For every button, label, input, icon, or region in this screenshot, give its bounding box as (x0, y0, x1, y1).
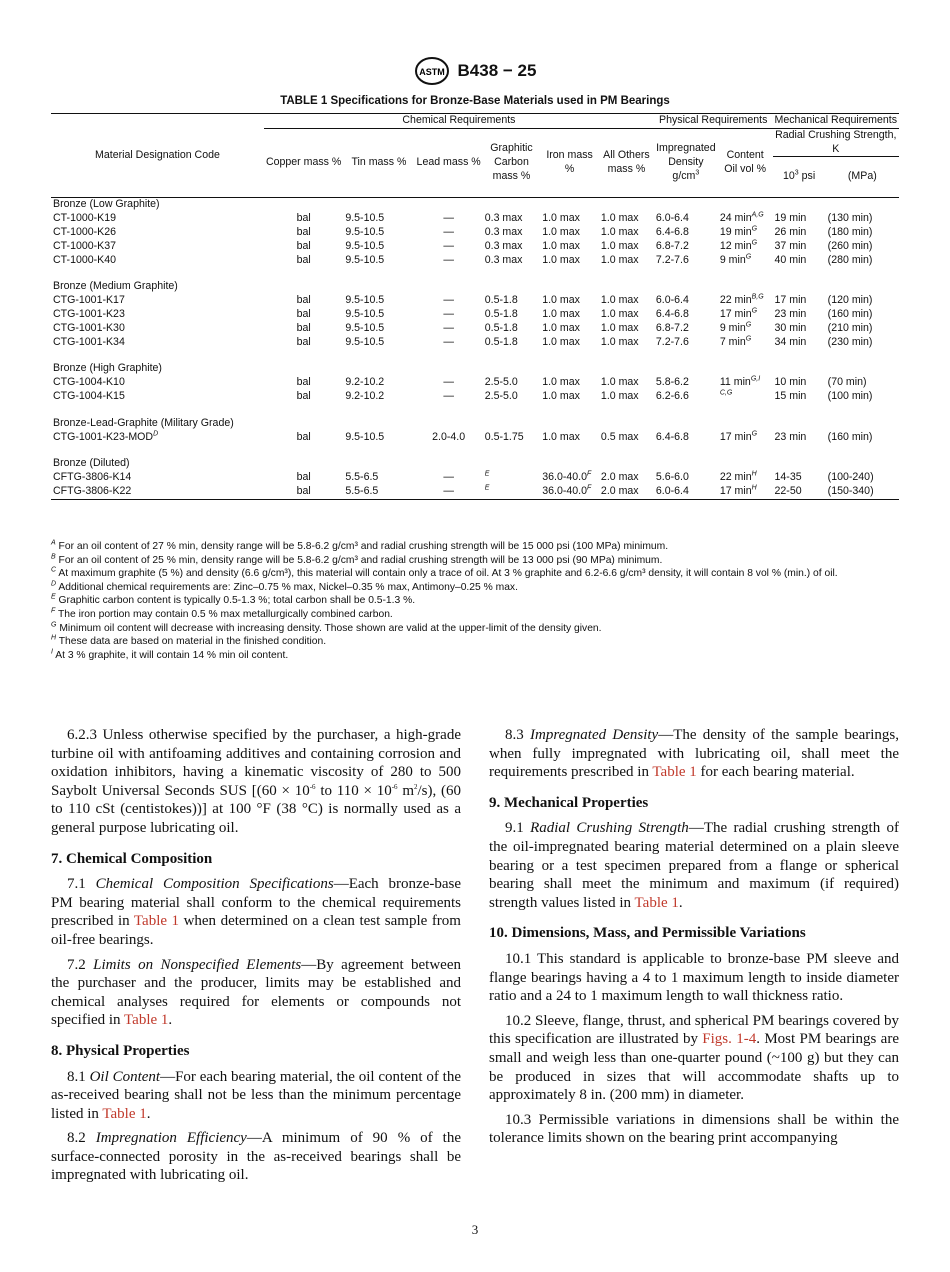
cell-code: CT-1000-K19 (53, 212, 117, 225)
cell-psi: 14-35 (774, 471, 802, 484)
cell-copper: bal (296, 376, 311, 389)
cell-graphitic: 0.5-1.75 (484, 430, 524, 443)
cell-oil: 9 $\min^G$ (719, 321, 752, 334)
col-iron: Iron mass % (540, 128, 599, 198)
para-6-2-3: 6.2.3 Unless otherwise specified by the purchaser, a high-grade turbine oil with antifoaming additives and containing corrosion and oxidation inhibitors, having a kinematic viscosity of 280 to 500 Saybolt Universal Seconds SUS [($60 \times 10^{-6}$ to $110 \times 10^{-6}$ $m^2/s$), (60 to 110 cSt (centistokes))] at 100 °F (38 °C) is normally used as a general purpose lubricating oil. (51, 727, 461, 836)
cell-iron: 1.0 max (542, 376, 580, 389)
cell-psi: 10 min (774, 376, 807, 389)
cell-lead: — (415, 485, 483, 499)
group-header-row (51, 362, 899, 376)
cell-lead: — (443, 376, 454, 389)
col-chemical: Chemical Requirements (264, 114, 654, 129)
col-material: Material Designation Code (51, 114, 264, 198)
table-row (51, 226, 899, 240)
cell-lead: — (443, 225, 454, 238)
cell-graphitic: 2.5-5.0 (484, 389, 518, 402)
table-caption: TABLE 1 Specifications for Bronze-Base Materials used in PM Bearings (280, 95, 670, 107)
footnote: $^I$ At 3 % graphite, it will contain 14 % min oil content. (51, 648, 289, 661)
cell-others: 2.0 max (600, 471, 639, 484)
table-1-link[interactable]: Table 1 (634, 894, 679, 911)
cell-others: 1.0 max (600, 335, 639, 348)
cell-others: 1.0 max (600, 212, 639, 225)
cell-psi: 37 min (774, 239, 807, 252)
footnote: $^C$ At maximum graphite (5 %) and density (6.6 g/cm³), this material will contain only a trace of oil. At 3 % graphite and 6.2-6.6 g/cm³ density, it will contain 8 vol % (min.) of oil. (51, 566, 838, 580)
cell-lead: — (443, 307, 454, 320)
footnote: $^B$ For an oil content of 25 % min, density range will be 5.8-6.2 g/cm³ and radial crushing strength will be 13 000 psi (90 MPa) minimum. (51, 553, 663, 566)
cell-mpa: (260 min) (827, 239, 873, 252)
table-row (51, 431, 899, 445)
cell-density: 6.4-6.8 (655, 430, 689, 443)
table-row (51, 336, 899, 350)
col-density: Impregnated Density $g/cm^3$ (654, 128, 718, 198)
cell-others: 1.0 max (600, 376, 639, 389)
col-tin: Tin mass % (343, 128, 414, 198)
heading-10: 10. Dimensions, Mass, and Permissible Variations (489, 925, 806, 942)
table-footnotes (51, 540, 901, 662)
group-name: Bronze-Lead-Graphite (Military Grade) (53, 416, 234, 429)
cell-oil: 19 $\min^G$ (719, 225, 758, 238)
cell-copper: bal (296, 335, 311, 348)
cell-copper: bal (296, 239, 311, 252)
page-number: 3 (471, 1222, 479, 1237)
table-row (51, 471, 899, 485)
col-psi: $10^3$ psi (773, 157, 826, 198)
cell-graphitic: 0.3 max (484, 212, 523, 225)
group-name: Bronze (Low Graphite) (53, 198, 160, 211)
cell-mpa: (120 min) (827, 294, 873, 307)
para-7-1: 7.1 Chemical Composition Specifications—Each bronze-base PM bearing material shall conform to the chemical requirements prescribed in Table 1 when determined on a clean test sample from oil-free bearings. (51, 876, 461, 948)
cell-code: CT-1000-K26 (53, 225, 117, 238)
group-spacer (51, 267, 899, 280)
cell-density: 6.2-6.6 (655, 389, 689, 402)
table-row (51, 308, 899, 322)
cell-others: 1.0 max (600, 389, 639, 402)
figs-link[interactable]: Figs. 1-4 (702, 1031, 757, 1048)
col-radial: Radial Crushing Strength, K (773, 128, 899, 157)
col-mechanical: Mechanical Requirements (773, 114, 899, 129)
para-8-3: 8.3 Impregnated Density—The density of the sample bearings, when fully impregnated with lubricating oil, shall meet the requirements prescribed in Table 1 for each bearing material. (489, 727, 899, 781)
cell-graphitic: E (483, 485, 540, 499)
cell-oil: 22 $\min^H$ (719, 470, 757, 484)
para-10-1: 10.1 This standard is applicable to bronze-base PM sleeve and flange bearings having a 4 to 1 maximum length to inside diameter ratio and a 24 to 1 maximum length to wall thickness ratio. (489, 950, 899, 1005)
footnote: $^G$ Minimum oil content will decrease with increasing density. Those shown are valid at the upper-limit of the density given. (51, 621, 602, 634)
cell-oil: 24 $\min^{A,G}$ (719, 211, 764, 225)
cell-iron: 1.0 max (542, 389, 580, 402)
cell-others: 1.0 max (600, 225, 639, 238)
cell-iron: 1.0 max (542, 321, 580, 334)
cell-psi: 23 min (774, 430, 807, 443)
cell-psi: 40 min (774, 253, 807, 266)
cell-iron: 1.0 max (542, 294, 580, 307)
footnote: $^E$ Graphitic carbon content is typically 0.5-1.3 %; total carbon shall be 0.5-1.3 %. (51, 593, 416, 607)
footnote: $^H$ These data are based on material in the finished condition. (51, 634, 327, 648)
cell-psi: 23 min (774, 307, 807, 320)
cell-iron: $36.0-40.0^F$ (542, 470, 592, 484)
table-1-link[interactable]: Table 1 (124, 1012, 169, 1029)
cell-code: CFTG-3806-K14 (53, 471, 132, 484)
group-name: Bronze (High Graphite) (53, 362, 162, 375)
cell-copper: bal (296, 321, 311, 334)
para-9-1: 9.1 Radial Crushing Strength—The radial crushing strength of the oil-impregnated bearing material determined on a plain sleeve bearing or a test specimen prepared from a flange or spherical bearing shall meet the minimum and maximum (if required) strength values listed in Table 1. (489, 820, 899, 911)
cell-tin: 9.5-10.5 (345, 335, 385, 348)
cell-iron: 1.0 max (542, 225, 580, 238)
svg-text:ASTM: ASTM (418, 67, 445, 77)
cell-copper: bal (296, 307, 311, 320)
cell-copper: bal (264, 485, 343, 499)
heading-7: 7. Chemical Composition (51, 850, 213, 867)
cell-code: CTG-1001-K34 (53, 335, 125, 348)
cell-graphitic: 0.5-1.8 (484, 307, 518, 320)
table-row (51, 240, 899, 254)
cell-oil: 17 $\min^H$ (718, 485, 773, 499)
cell-mpa: (210 min) (827, 321, 873, 334)
cell-copper: bal (296, 253, 311, 266)
cell-tin: 9.5-10.5 (345, 294, 385, 307)
cell-copper: bal (296, 212, 311, 225)
cell-code: CTG-1004-K15 (53, 389, 125, 402)
cell-lead: 2.0-4.0 (432, 430, 466, 443)
page-header (0, 56, 950, 86)
cell-psi: 22-50 (773, 485, 826, 499)
cell-tin: 9.5-10.5 (345, 239, 385, 252)
table-row (51, 322, 899, 336)
cell-iron: 1.0 max (542, 212, 580, 225)
heading-8: 8. Physical Properties (51, 1042, 190, 1059)
cell-graphitic: 0.5-1.8 (484, 294, 518, 307)
cell-mpa: (280 min) (827, 253, 873, 266)
cell-psi: 19 min (774, 212, 807, 225)
cell-tin: 9.5-10.5 (345, 225, 385, 238)
cell-graphitic: 0.3 max (484, 253, 523, 266)
cell-copper: bal (296, 294, 311, 307)
footnote: $^F$ The iron portion may contain 0.5 % max metallurgically combined carbon. (51, 607, 393, 620)
cell-mpa: (100-240) (827, 471, 874, 484)
specification-table (51, 113, 899, 500)
cell-graphitic: E (484, 470, 490, 478)
cell-tin: 5.5-6.5 (345, 471, 379, 484)
cell-density: 6.0-6.4 (655, 294, 689, 307)
cell-copper: bal (296, 471, 311, 484)
cell-density: 7.2-7.6 (655, 335, 689, 348)
cell-lead: — (443, 321, 454, 334)
para-8-2: 8.2 Impregnation Efficiency—A minimum of 90 % of the surface-connected porosity in the as-received bearings shall be impregnated with lubricating oil. (51, 1130, 462, 1184)
col-others: All Others mass % (599, 128, 654, 198)
cell-oil: 11 $\min^{G,I}$ (719, 375, 761, 389)
cell-oil: C,G (719, 389, 733, 397)
cell-mpa: (180 min) (827, 225, 873, 238)
group-name: Bronze (Diluted) (53, 457, 130, 470)
group-header-row (51, 417, 899, 431)
cell-psi: 15 min (774, 389, 807, 402)
cell-code: CT-1000-K37 (53, 239, 117, 252)
cell-lead: — (443, 335, 454, 348)
astm-logo-icon (414, 56, 450, 86)
group-name: Bronze (Medium Graphite) (53, 280, 178, 293)
cell-lead: — (443, 294, 454, 307)
group-spacer (51, 404, 899, 417)
cell-tin: 9.2-10.2 (345, 389, 385, 402)
cell-oil: 22 $\min^{B,G}$ (719, 293, 764, 307)
group-header-row (51, 457, 899, 471)
table-row (51, 294, 899, 308)
cell-tin: 9.5-10.5 (345, 212, 385, 225)
cell-density: 6.0-6.4 (654, 485, 718, 499)
cell-graphitic: 0.5-1.8 (484, 321, 518, 334)
cell-mpa: (160 min) (827, 430, 873, 443)
cell-code: CTG-1001-K30 (53, 321, 125, 334)
cell-iron: 1.0 max (542, 430, 580, 443)
cell-psi: 17 min (774, 294, 807, 307)
cell-oil: 9 $\min^G$ (719, 253, 752, 266)
col-lead: Lead mass % (415, 128, 483, 198)
col-graphitic: Graphitic Carbon mass % (483, 128, 540, 198)
standard-designation: B438 − 25 (457, 61, 537, 80)
cell-mpa: (130 min) (827, 212, 873, 225)
cell-density: 6.8-7.2 (655, 321, 689, 334)
cell-others: 1.0 max (600, 321, 639, 334)
table-1-link[interactable]: Table 1 (652, 764, 697, 781)
table-1-link[interactable]: Table 1 (102, 1105, 147, 1122)
cell-oil: 17 $\min^G$ (719, 307, 758, 320)
cell-mpa: (70 min) (827, 376, 867, 389)
cell-copper: bal (296, 225, 311, 238)
cell-others: 1.0 max (600, 307, 639, 320)
cell-mpa: (230 min) (827, 335, 873, 348)
cell-oil: 7 $\min^G$ (719, 335, 752, 348)
cell-code: CT-1000-K40 (53, 253, 117, 266)
cell-iron: 1.0 max (542, 335, 580, 348)
cell-mpa: (150-340) (826, 485, 899, 499)
col-physical: Physical Requirements (654, 114, 773, 129)
table-row (51, 254, 899, 268)
cell-code: CFTG-3806-K22 (51, 485, 264, 499)
cell-oil: 12 $\min^G$ (719, 239, 758, 252)
cell-code: CTG-1004-K10 (53, 376, 125, 389)
cell-density: 5.6-6.0 (655, 471, 689, 484)
cell-graphitic: 2.5-5.0 (484, 376, 518, 389)
table-1-link[interactable]: Table 1 (133, 913, 180, 930)
table-row (51, 212, 899, 226)
cell-psi: 30 min (774, 321, 807, 334)
group-spacer (51, 444, 899, 457)
table-row (51, 485, 899, 499)
para-8-1: 8.1 Oil Content—For each bearing material, the oil content of the as-received bearing shall not be less than the minimum percentage listed in Table 1. (51, 1068, 461, 1122)
cell-iron: 1.0 max (542, 239, 580, 252)
heading-9: 9. Mechanical Properties (489, 794, 649, 811)
cell-others: 2.0 max (599, 485, 654, 499)
cell-copper: bal (296, 389, 311, 402)
cell-lead: — (443, 253, 454, 266)
left-column (51, 726, 461, 1191)
cell-tin: 9.5-10.5 (345, 253, 385, 266)
cell-graphitic: 0.3 max (484, 225, 523, 238)
cell-psi: 26 min (774, 225, 807, 238)
cell-mpa: (160 min) (827, 307, 873, 320)
cell-tin: 9.5-10.5 (345, 321, 385, 334)
cell-code: CTG-1001-K23 (53, 307, 125, 320)
col-mpa: (MPa) (826, 157, 899, 198)
col-oil: Content Oil vol % (718, 128, 773, 198)
cell-density: 6.4-6.8 (655, 225, 689, 238)
group-spacer (51, 349, 899, 362)
cell-others: 1.0 max (600, 253, 639, 266)
group-header-row (51, 198, 899, 212)
cell-iron: 1.0 max (542, 307, 580, 320)
table-row (51, 376, 899, 390)
table-row (51, 390, 899, 404)
cell-code: CTG-$1001-K23-MOD^D$ (53, 430, 159, 443)
footnote: $^D$ Additional chemical requirements are: Zinc–0.75 % max, Nickel–0.35 % max, Antimony–0.25 % max. (51, 580, 518, 593)
cell-lead: — (443, 389, 454, 402)
cell-tin: 9.2-10.2 (345, 376, 385, 389)
table-body (51, 198, 899, 499)
cell-lead: — (443, 212, 454, 225)
cell-graphitic: 0.3 max (484, 239, 523, 252)
group-header-row (51, 280, 899, 294)
cell-iron: 1.0 max (542, 253, 580, 266)
cell-density: 6.8-7.2 (655, 239, 689, 252)
cell-others: 1.0 max (600, 239, 639, 252)
para-10-2: 10.2 Sleeve, flange, thrust, and spherical PM bearings covered by this specification are illustrated by Figs. 1-4. Most PM bearings are small and weigh less than one-quarter pound (~100 g) but they can be produced in sizes that will accommodate shafts up to approximately 8 in. (200 mm) in diameter. (489, 1012, 899, 1104)
cell-density: 5.8-6.2 (655, 376, 689, 389)
para-10-3: 10.3 Permissible variations in dimensions shall be within the tolerance limits shown on the bearing print accompanying (489, 1111, 899, 1147)
cell-others: 1.0 max (600, 294, 639, 307)
cell-lead: — (443, 471, 454, 484)
cell-tin: 9.5-10.5 (345, 307, 385, 320)
cell-tin: 5.5-6.5 (343, 485, 414, 499)
cell-others: 0.5 max (600, 430, 639, 443)
col-copper: Copper mass % (264, 128, 343, 198)
cell-density: 6.4-6.8 (655, 307, 689, 320)
right-column (489, 726, 899, 1154)
cell-psi: 34 min (774, 335, 807, 348)
footnote: $^A$ For an oil content of 27 % min, density range will be 5.8-6.2 g/cm³ and radial crushing strength will be 15 000 psi (100 MPa) minimum. (51, 539, 669, 552)
cell-density: 6.0-6.4 (655, 212, 689, 225)
cell-mpa: (100 min) (827, 389, 873, 402)
cell-lead: — (443, 239, 454, 252)
cell-iron: $36.0-40.0^F$ (540, 485, 599, 499)
cell-density: 7.2-7.6 (655, 253, 689, 266)
cell-graphitic: 0.5-1.8 (484, 335, 518, 348)
cell-tin: 9.5-10.5 (345, 430, 385, 443)
para-7-2: 7.2 Limits on Nonspecified Elements—By agreement between the purchaser and the producer, limits may be established and chemical analyses required for elements or compounds not specified in Table 1. (51, 956, 461, 1029)
cell-oil: 17 $\min^G$ (719, 430, 758, 443)
cell-code: CTG-1001-K17 (53, 294, 125, 307)
cell-copper: bal (296, 430, 311, 443)
